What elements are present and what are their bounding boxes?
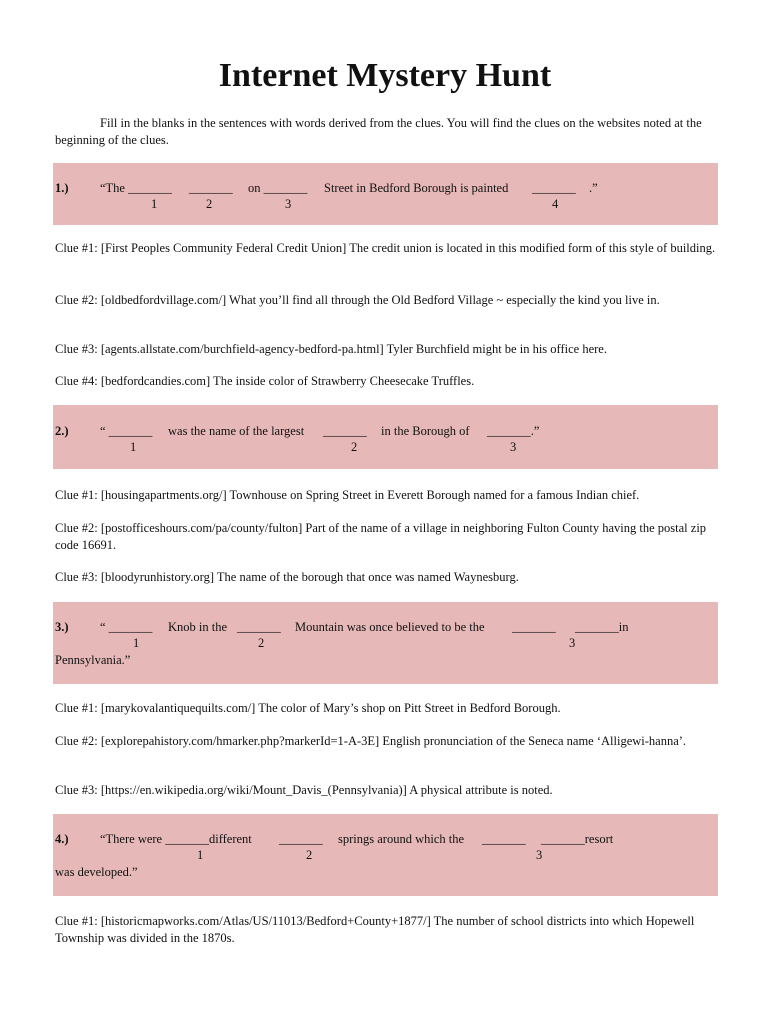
clue-text: Clue #3: [agents.allstate.com/burchfield-agency-bedford-pa.html] Tyler Burchfield might be in his office here. <box>55 342 607 356</box>
blank-index: 3 <box>510 440 517 454</box>
sentence-fragment: Knob in the <box>168 620 228 634</box>
clue-text: Clue #2: [explorepahistory.com/hmarker.php?markerId=1-A-3E] English pronunciation of the Seneca name ‘Alligewi-hanna’. <box>55 734 687 748</box>
sentence-fragment: “ _______ <box>100 620 153 634</box>
clue-text: Clue #1: [housingapartments.org/] Townhouse on Spring Street in Everett Borough named for a famous Indian chief. <box>55 488 640 502</box>
sentence-fragment: springs around which the <box>338 832 465 846</box>
sentence-fragment: _______ <box>532 181 576 195</box>
question-2-box <box>53 405 718 469</box>
clue-text: Clue #3: [bloodyrunhistory.org] The name of the borough that once was named Waynesburg. <box>55 570 519 584</box>
clue-text: Clue #1: [historicmapworks.com/Atlas/US/11013/Bedford+County+1877/] The number of school districts into which Hopewell Township was divided in the 1870s. <box>55 914 695 945</box>
sentence-fragment: “There were _______different <box>100 832 252 846</box>
sentence-fragment: _______in <box>575 620 629 634</box>
instructions: Fill in the blanks in the sentences with words derived from the clues. You will find the clues on the websites noted at the beginning of the clues. <box>55 116 702 147</box>
blank-index: 2 <box>351 440 358 454</box>
clue-text: Clue #1: [marykovalantiquequilts.com/] The color of Mary’s shop on Pitt Street in Bedford Borough. <box>55 701 561 715</box>
sentence-fragment: _______ <box>279 832 323 846</box>
clue-text: Clue #2: [oldbedfordvillage.com/] What you’ll find all through the Old Bedford Village ~ especially the kind you live in. <box>55 293 660 307</box>
sentence-fragment: _______ <box>482 832 526 846</box>
question-number: 1.) <box>55 181 69 195</box>
question-1-box <box>53 163 718 225</box>
question-number: 3.) <box>55 620 69 634</box>
clue-text: Clue #4: [bedfordcandies.com] The inside color of Strawberry Cheesecake Truffles. <box>55 374 475 388</box>
page-title: Internet Mystery Hunt <box>218 57 552 94</box>
clue-text: Clue #3: [https://en.wikipedia.org/wiki/Mount_Davis_(Pennsylvania)] A physical attribute is noted. <box>55 783 553 797</box>
sentence-fragment: “ _______ <box>100 424 153 438</box>
sentence-fragment: _______ <box>189 181 233 195</box>
blank-index: 2 <box>206 197 213 211</box>
question-number: 4.) <box>55 832 69 846</box>
sentence-fragment: on _______ <box>248 181 308 195</box>
sentence-fragment: _______ <box>237 620 281 634</box>
sentence-fragment: Pennsylvania.” <box>55 653 131 667</box>
sentence-fragment: .” <box>589 181 598 195</box>
blank-index: 1 <box>130 440 137 454</box>
blank-index: 3 <box>536 848 543 862</box>
blank-index: 2 <box>258 636 265 650</box>
blank-index: 1 <box>197 848 204 862</box>
sentence-fragment: Mountain was once believed to be the <box>295 620 485 634</box>
sentence-fragment: _______ <box>512 620 556 634</box>
sentence-fragment: “The _______ <box>100 181 172 195</box>
sentence-fragment: Street in Bedford Borough is painted <box>324 181 509 195</box>
question-number: 2.) <box>55 424 69 438</box>
blank-index: 3 <box>569 636 576 650</box>
blank-index: 4 <box>552 197 559 211</box>
sentence-fragment: _______.” <box>487 424 540 438</box>
blank-index: 1 <box>133 636 140 650</box>
question-4-box <box>53 814 718 896</box>
blank-index: 3 <box>285 197 292 211</box>
clue-text: Clue #2: [postofficeshours.com/pa/county/fulton] Part of the name of a village in neighboring Fulton County having the postal zip code 16691. <box>55 521 707 552</box>
question-3-box <box>53 602 718 684</box>
sentence-fragment: _______ <box>323 424 367 438</box>
sentence-fragment: in the Borough of <box>381 424 470 438</box>
blank-index: 2 <box>306 848 313 862</box>
blank-index: 1 <box>151 197 158 211</box>
sentence-fragment: was developed.” <box>55 865 138 879</box>
clue-text: Clue #1: [First Peoples Community Federal Credit Union] The credit union is located in this modified form of this style of building. <box>55 241 716 255</box>
sentence-fragment: _______resort <box>541 832 614 846</box>
sentence-fragment: was the name of the largest <box>168 424 305 438</box>
